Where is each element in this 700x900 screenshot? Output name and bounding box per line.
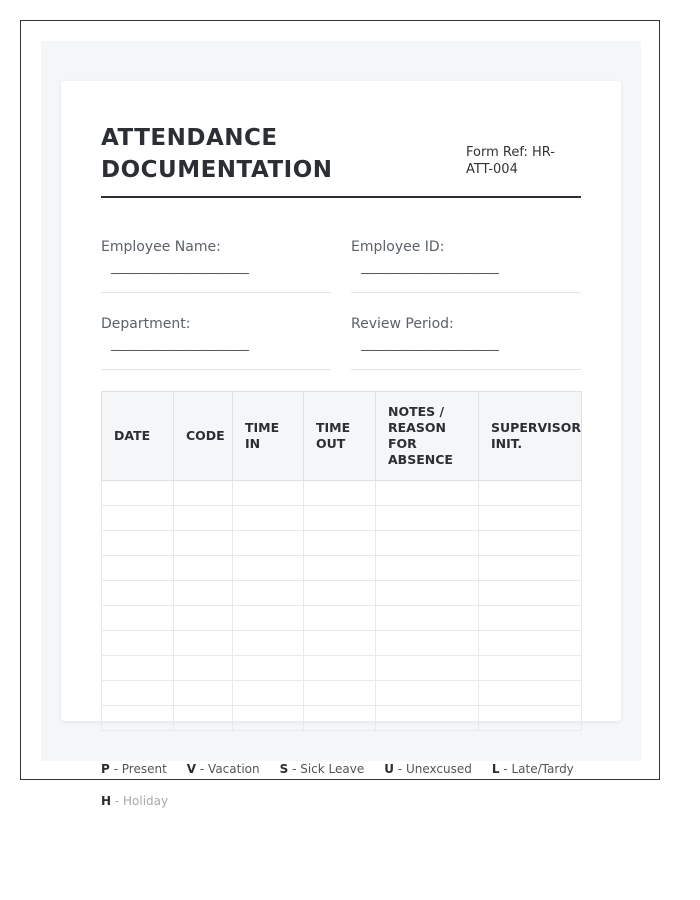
table-cell[interactable] xyxy=(479,606,582,631)
table-row xyxy=(102,631,582,656)
table-cell[interactable] xyxy=(304,706,376,731)
table-cell[interactable] xyxy=(174,531,233,556)
table-cell[interactable] xyxy=(304,481,376,506)
table-cell[interactable] xyxy=(174,631,233,656)
table-cell[interactable] xyxy=(174,481,233,506)
table-header-row xyxy=(102,392,582,481)
department-field[interactable] xyxy=(101,315,331,370)
table-cell[interactable] xyxy=(102,706,174,731)
table-cell[interactable] xyxy=(233,481,304,506)
table-cell[interactable] xyxy=(304,606,376,631)
column-header-time-out: TIME OUT xyxy=(304,392,376,481)
department-line: _________________________ xyxy=(111,337,249,351)
table-cell[interactable] xyxy=(102,556,174,581)
review-period-label: Review Period: xyxy=(351,316,454,332)
legend-item-holiday: H - Holiday xyxy=(101,794,169,808)
table-cell[interactable] xyxy=(102,581,174,606)
table-cell[interactable] xyxy=(233,556,304,581)
review-period-line: _________________________ xyxy=(361,337,499,351)
table-cell[interactable] xyxy=(174,606,233,631)
table-cell[interactable] xyxy=(479,656,582,681)
table-cell[interactable] xyxy=(479,706,582,731)
table-cell[interactable] xyxy=(102,506,174,531)
table-cell[interactable] xyxy=(376,606,479,631)
legend-item-late: L - Late/Tardy xyxy=(491,762,574,776)
legend-item-unexcused: U - Unexcused xyxy=(384,762,472,776)
employee-name-field[interactable] xyxy=(101,238,331,293)
table-cell[interactable] xyxy=(376,481,479,506)
column-header-time-in: TIME IN xyxy=(233,392,304,481)
attendance-table xyxy=(101,391,582,731)
table-row xyxy=(102,706,582,731)
table-cell[interactable] xyxy=(376,556,479,581)
table-cell[interactable] xyxy=(304,681,376,706)
table-row xyxy=(102,581,582,606)
code-legend xyxy=(101,762,581,808)
table-cell[interactable] xyxy=(174,581,233,606)
table-cell[interactable] xyxy=(479,556,582,581)
column-header-date: DATE xyxy=(102,392,174,481)
table-row xyxy=(102,506,582,531)
table-row xyxy=(102,531,582,556)
form-reference: Form Ref: HR-ATT-004 xyxy=(466,145,555,177)
table-cell[interactable] xyxy=(376,706,479,731)
table-cell[interactable] xyxy=(102,606,174,631)
table-cell[interactable] xyxy=(233,606,304,631)
column-header-supervisor: SUPERVISOR INIT. xyxy=(479,392,582,481)
table-cell[interactable] xyxy=(102,531,174,556)
table-cell[interactable] xyxy=(479,506,582,531)
table-cell[interactable] xyxy=(233,681,304,706)
table-cell[interactable] xyxy=(102,656,174,681)
table-cell[interactable] xyxy=(304,556,376,581)
form-header xyxy=(101,120,581,198)
table-body xyxy=(102,481,582,731)
employee-id-label: Employee ID: xyxy=(351,239,445,255)
table-cell[interactable] xyxy=(233,506,304,531)
legend-item-sick-leave: S - Sick Leave xyxy=(279,762,365,776)
table-cell[interactable] xyxy=(376,531,479,556)
table-cell[interactable] xyxy=(233,581,304,606)
table-cell[interactable] xyxy=(376,581,479,606)
table-cell[interactable] xyxy=(376,506,479,531)
column-header-code: CODE xyxy=(174,392,233,481)
table-cell[interactable] xyxy=(304,581,376,606)
table-cell[interactable] xyxy=(304,531,376,556)
table-cell[interactable] xyxy=(233,531,304,556)
review-period-field[interactable] xyxy=(351,315,581,370)
table-cell[interactable] xyxy=(304,656,376,681)
table-cell[interactable] xyxy=(479,631,582,656)
legend-item-present: P - Present xyxy=(101,762,167,776)
table-cell[interactable] xyxy=(174,681,233,706)
table-row xyxy=(102,681,582,706)
table-cell[interactable] xyxy=(304,631,376,656)
department-label: Department: xyxy=(101,316,191,332)
table-cell[interactable] xyxy=(479,681,582,706)
form-title: ATTENDANCE DOCUMENTATION xyxy=(101,125,333,183)
column-header-notes: NOTES / REASON FOR ABSENCE xyxy=(376,392,479,481)
table-cell[interactable] xyxy=(233,706,304,731)
legend-item-vacation: V - Vacation xyxy=(186,762,260,776)
table-cell[interactable] xyxy=(376,656,479,681)
table-cell[interactable] xyxy=(376,681,479,706)
table-cell[interactable] xyxy=(174,506,233,531)
table-row xyxy=(102,656,582,681)
table-cell[interactable] xyxy=(479,481,582,506)
table-cell[interactable] xyxy=(102,481,174,506)
table-cell[interactable] xyxy=(102,681,174,706)
table-cell[interactable] xyxy=(304,506,376,531)
table-cell[interactable] xyxy=(174,556,233,581)
employee-name-label: Employee Name: xyxy=(101,239,221,255)
table-cell[interactable] xyxy=(174,656,233,681)
table-cell[interactable] xyxy=(174,706,233,731)
table-cell[interactable] xyxy=(233,656,304,681)
table-cell[interactable] xyxy=(102,631,174,656)
employee-id-field[interactable] xyxy=(351,238,581,293)
employee-fields xyxy=(101,238,581,370)
table-row xyxy=(102,606,582,631)
form-content xyxy=(101,120,581,370)
table-row xyxy=(102,481,582,506)
employee-name-line: _________________________ xyxy=(111,260,249,274)
table-cell[interactable] xyxy=(376,631,479,656)
table-cell[interactable] xyxy=(233,631,304,656)
table-cell[interactable] xyxy=(479,531,582,556)
table-row xyxy=(102,556,582,581)
table-cell[interactable] xyxy=(479,581,582,606)
employee-id-line: _________________________ xyxy=(361,260,499,274)
